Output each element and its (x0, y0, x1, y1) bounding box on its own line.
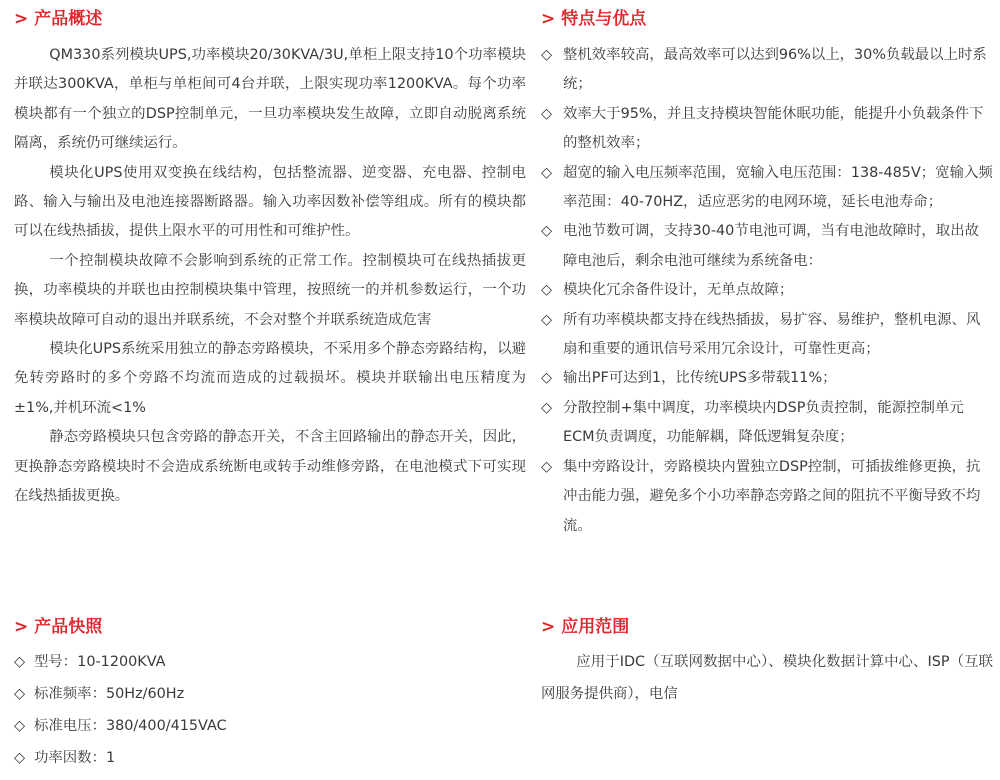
spec-text: 标准频率：50Hz/60Hz (34, 686, 185, 702)
list-item (14, 742, 526, 774)
diamond-bullet-icon: ◇ (541, 311, 553, 328)
diamond-bullet-icon: ◇ (541, 458, 553, 475)
diamond-bullet-icon: ◇ (541, 282, 553, 299)
chevron-right-icon: > (14, 9, 29, 29)
diamond-bullet-icon: ◇ (541, 399, 553, 416)
spec-text: 型号：10-1200KVA (34, 654, 166, 670)
list-item (541, 217, 993, 276)
chevron-right-icon: > (14, 617, 29, 637)
overview-paragraph: QM330系列模块UPS,功率模块20/30KVA/3U,单柜上限支持10个功率模块并联达300KVA，单柜与单柜间可4台并联，上限实现功率1200KVA。每个功率模块都有一个独立的DSP控制单元，一旦功率模块发生故障，立即自动脱离系统隔离，系统仍可继续运行。 (14, 47, 526, 152)
diamond-bullet-icon: ◇ (14, 718, 26, 734)
diamond-bullet-icon: ◇ (14, 686, 26, 702)
list-item (541, 159, 993, 218)
features-section (541, 8, 993, 541)
feature-text: 输出PF可达到1，比传统UPS多带载11%； (563, 370, 837, 387)
list-item (14, 710, 526, 742)
snapshot-heading (14, 616, 526, 638)
list-item (541, 453, 993, 541)
diamond-bullet-icon: ◇ (541, 223, 553, 240)
overview-paragraph: 模块化UPS使用双变换在线结构，包括整流器、逆变器、充电器、控制电路、输入与输出及电池连接器断路器。输入功率因数补偿等组成。所有的模块都可以在线热插拔，提供上限水平的可用性和可维护性。 (14, 164, 526, 240)
features-title: 特点与优点 (561, 9, 647, 29)
feature-text: 所有功率模块都支持在线热插拔，易扩容、易维护，整机电源、风扇和重要的通讯信号采用冗余设计，可靠性更高； (563, 311, 981, 358)
list-item (541, 306, 993, 365)
spec-text: 功率因数：1 (34, 750, 116, 766)
snapshot-title: 产品快照 (34, 617, 103, 637)
overview-paragraph: 模块化UPS系统采用独立的静态旁路模块，不采用多个静态旁路结构，以避免转旁路时的多个旁路不均流而造成的过载损坏。模块并联输出电压精度为±1%,并机环流<1% (14, 341, 526, 416)
list-item (541, 364, 993, 393)
overview-section (14, 8, 526, 512)
snapshot-list (14, 646, 526, 774)
chevron-right-icon: > (541, 617, 556, 637)
features-list (541, 41, 993, 541)
diamond-bullet-icon: ◇ (541, 164, 553, 181)
diamond-bullet-icon: ◇ (14, 750, 26, 766)
diamond-bullet-icon: ◇ (541, 47, 553, 63)
feature-text: 集中旁路设计，旁路模块内置独立DSP控制，可插拔维修更换，抗冲击能力强，避免多个小功率静态旁路之间的阻抗不平衡导致不均流。 (563, 458, 981, 534)
scope-heading (541, 616, 993, 638)
chevron-right-icon: > (541, 9, 556, 29)
scope-title: 应用范围 (561, 617, 630, 637)
feature-text: 模块化冗余备件设计，无单点故障； (563, 282, 794, 299)
list-item (541, 276, 993, 305)
spec-text: 标准电压：380/400/415VAC (34, 718, 227, 734)
feature-text: 分散控制+集中调度，功率模块内DSP负责控制，能源控制单元ECM负责调度，功能解耦，降低逻辑复杂度； (563, 399, 964, 446)
diamond-bullet-icon: ◇ (541, 105, 553, 122)
list-item (14, 646, 526, 678)
scope-body (541, 646, 993, 710)
scope-section (541, 616, 993, 710)
diamond-bullet-icon: ◇ (14, 654, 26, 670)
list-item (541, 394, 993, 453)
feature-text: 电池节数可调，支持30-40节电池可调，当有电池故障时，取出故障电池后，剩余电池可继续为系统备电： (563, 223, 979, 269)
list-item (541, 41, 993, 100)
overview-title: 产品概述 (34, 9, 103, 29)
snapshot-section (14, 616, 526, 774)
overview-heading (14, 8, 526, 30)
overview-paragraph: 静态旁路模块只包含旁路的静态开关，不含主回路输出的静态开关，因此，更换静态旁路模块时不会造成系统断电或转手动维修旁路，在电池模式下可实现在线热插拔更换。 (14, 429, 526, 505)
feature-text: 效率大于95%，并且支持模块智能休眠功能，能提升小负载条件下的整机效率； (563, 105, 984, 152)
overview-body (14, 41, 526, 512)
list-item (541, 100, 993, 159)
feature-text: 超宽的输入电压频率范围，宽输入电压范围：138-485V；宽输入频率范围：40-70HZ，适应恶劣的电网环境，延长电池寿命； (563, 164, 993, 211)
overview-paragraph: 一个控制模块故障不会影响到系统的正常工作。控制模块可在线热插拔更换，功率模块的并联也由控制模块集中管理，按照统一的并机参数运行，一个功率模块故障可自动的退出并联系统，不会对整个并联系统造成危害 (14, 252, 526, 328)
feature-text: 整机效率较高，最高效率可以达到96%以上，30%负载最以上时系统； (563, 47, 987, 93)
scope-paragraph: 应用于IDC（互联网数据中心）、模块化数据计算中心、ISP（互联网服务提供商），电信 (541, 654, 993, 702)
features-heading (541, 8, 993, 30)
diamond-bullet-icon: ◇ (541, 370, 553, 387)
list-item (14, 678, 526, 710)
